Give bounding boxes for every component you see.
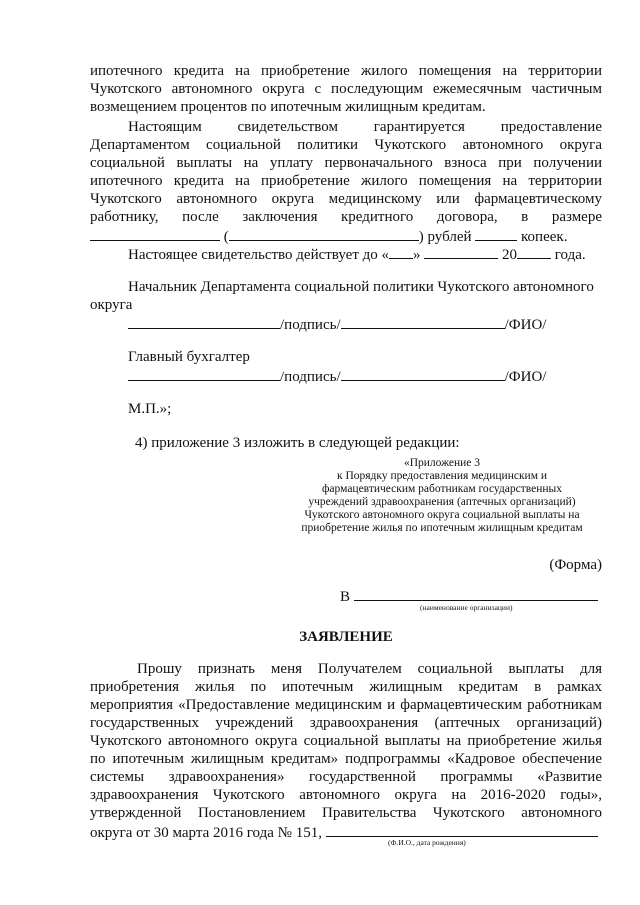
annex-line: фармацевтическим работникам государственных: [321, 483, 563, 495]
head-title: округа: [90, 297, 133, 313]
blank-field: [128, 314, 280, 329]
text-line: по ипотечным жилищным кредитам» подпрограммы «Кадровое обеспечение: [90, 751, 602, 767]
blank-field: [341, 366, 505, 381]
text-line: работнику, после заключения кредитного договора, в размере: [90, 209, 602, 225]
text-line: приобретения жилья по ипотечным жилищным кредитам в рамках: [90, 679, 602, 695]
text-line: Чукотского автономного округа социальной выплаты на приобретение жилья: [90, 733, 602, 749]
signature-line: /подпись/ /ФИО/: [128, 366, 640, 386]
blank-field: [475, 226, 517, 241]
blank-field: [341, 314, 505, 329]
text-line: социальной выплаты на уплату первоначального взноса при получении: [90, 155, 602, 171]
text-line: системы здравоохранения» государственной программы «Развитие: [90, 769, 602, 785]
stamp-label: М.П.»;: [128, 401, 172, 417]
blank-field: [354, 586, 598, 601]
text-line: мероприятия «Предоставление медицинским и фармацевтическим работникам: [90, 697, 602, 713]
blank-field: [229, 226, 419, 241]
blank-field: [517, 244, 551, 259]
validity-line: Настоящее свидетельство действует до « » 20 года.: [128, 244, 602, 264]
text-line: здравоохранения Чукотского автономного округа на 2016-2020 годы»,: [90, 787, 602, 803]
org-caption: (наименование организации): [420, 603, 513, 612]
text-line: возмещением процентов по ипотечным жилищным кредитам.: [90, 99, 486, 115]
blank-field: [326, 822, 598, 837]
text-line: Настоящим свидетельством гарантируется предоставление: [128, 119, 602, 135]
annex-line: учреждений здравоохранения (аптечных организаций): [308, 496, 576, 508]
text-line: утвержденной Постановлением Правительства Чукотского автономного: [90, 805, 602, 821]
annex-line: приобретение жилья по ипотечным жилищным кредитам: [301, 522, 583, 534]
text-line: Чукотского автономного округа с последующим ежемесячным частичным: [90, 81, 602, 97]
document-title: ЗАЯВЛЕНИЕ: [299, 629, 393, 645]
fio-caption: (Ф.И.О., дата рождения): [388, 838, 466, 847]
text-line: Департаментом социальной политики Чукотского автономного округа: [90, 137, 602, 153]
annex-line: Чукотского автономного округа социальной выплаты на: [304, 509, 580, 521]
text-line: округа от 30 марта 2016 года № 151,: [90, 822, 602, 842]
blank-field: [128, 366, 280, 381]
form-label: (Форма): [549, 557, 602, 573]
head-title: Начальник Департамента социальной политики Чукотского автономного: [128, 279, 594, 295]
annex-line: «Приложение 3: [403, 457, 481, 469]
accountant-title: Главный бухгалтер: [128, 349, 250, 365]
text-line: ипотечного кредита на приобретение жилого помещения на территории: [90, 173, 602, 189]
text-line: ипотечного кредита на приобретение жилого помещения на территории: [90, 63, 602, 79]
text-line: государственных учреждений здравоохранения (аптечных организаций): [90, 715, 602, 731]
signature-line: /подпись/ /ФИО/: [128, 314, 640, 334]
text-line: Чукотского автономного округа медицинскому или фармацевтическому: [90, 191, 602, 207]
blank-field: [90, 226, 220, 241]
blank-field: [389, 244, 413, 259]
annex-line: к Порядку предоставления медицинским и: [336, 470, 548, 482]
text-line: Прошу признать меня Получателем социальной выплаты для: [137, 661, 602, 677]
blank-field: [424, 244, 498, 259]
addressee-line: В: [340, 586, 602, 606]
amount-line: ( ) рублей копеек.: [90, 226, 602, 246]
item-four: 4) приложение 3 изложить в следующей редакции:: [135, 435, 460, 451]
